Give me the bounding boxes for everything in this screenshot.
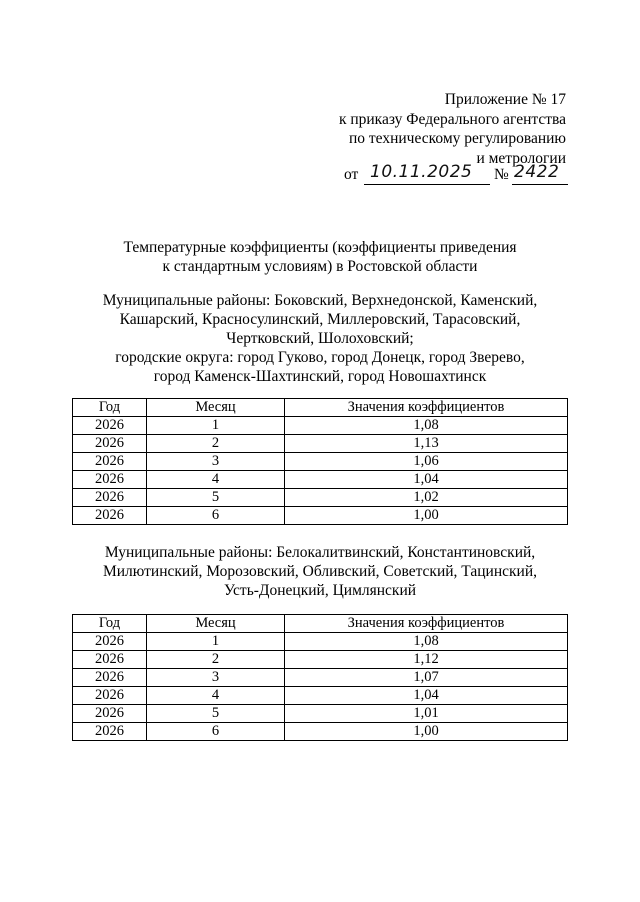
metrology-line: и метрологии [476, 149, 566, 167]
document-title: Температурные коэффициенты (коэффициенты приведения к стандартным условиям) в Ростовской области [123, 239, 517, 275]
table-row: 2026 3 1,07 [73, 669, 568, 687]
number-underline [512, 184, 568, 185]
table-header-row [73, 399, 568, 417]
order-date-number [344, 162, 569, 188]
table-row: 2026 5 1,02 [73, 489, 568, 507]
order-line: к приказу Федерального агентства [338, 110, 566, 128]
handwritten-date: 10.11.2025 [370, 162, 473, 182]
column-month: Месяц [147, 615, 285, 633]
region-group-1: Муниципальные районы: Боковский, Верхнедонской, Каменский, Кашарский, Красносулинский, Миллеровский, Тарасовский, Чертковский, Шолоховский; городские округа: город Гуково, город Донецк, город Зверево, город Каменск-Шахтинский, город Новошахтинск [102, 292, 538, 385]
column-value: Значения коэффициентов [285, 615, 568, 633]
number-prefix: № [494, 166, 509, 183]
date-prefix: от [344, 166, 359, 183]
table-row: 2026 1 1,08 [73, 633, 568, 651]
region-group-2: Муниципальные районы: Белокалитвинский, Константиновский, Милютинский, Морозовский, Обливский, Советский, Тацинский, Усть-Донецкий, Цимлянский [102, 544, 538, 599]
appendix-header [339, 90, 566, 168]
table-row: 2026 1 1,08 [73, 417, 568, 435]
table-row: 2026 2 1,13 [73, 435, 568, 453]
date-underline [364, 184, 490, 185]
table-row: 2026 3 1,06 [73, 453, 568, 471]
column-year: Год [73, 615, 147, 633]
table-row: 2026 2 1,12 [73, 651, 568, 669]
table-row: 2026 4 1,04 [73, 687, 568, 705]
coefficients-table-1 [72, 398, 568, 525]
table-row: 2026 4 1,04 [73, 471, 568, 489]
column-value: Значения коэффициентов [285, 399, 568, 417]
table-row: 2026 5 1,01 [73, 705, 568, 723]
column-month: Месяц [147, 399, 285, 417]
appendix-title: Приложение № 17 [444, 91, 566, 108]
coefficients-table-2 [72, 614, 568, 741]
table-row: 2026 6 1,00 [73, 723, 568, 741]
table-row: 2026 6 1,00 [73, 507, 568, 525]
agency-line: по техническому регулированию [348, 130, 566, 147]
column-year: Год [73, 399, 147, 417]
table-header-row [73, 615, 568, 633]
handwritten-number: 2422 [514, 162, 560, 182]
